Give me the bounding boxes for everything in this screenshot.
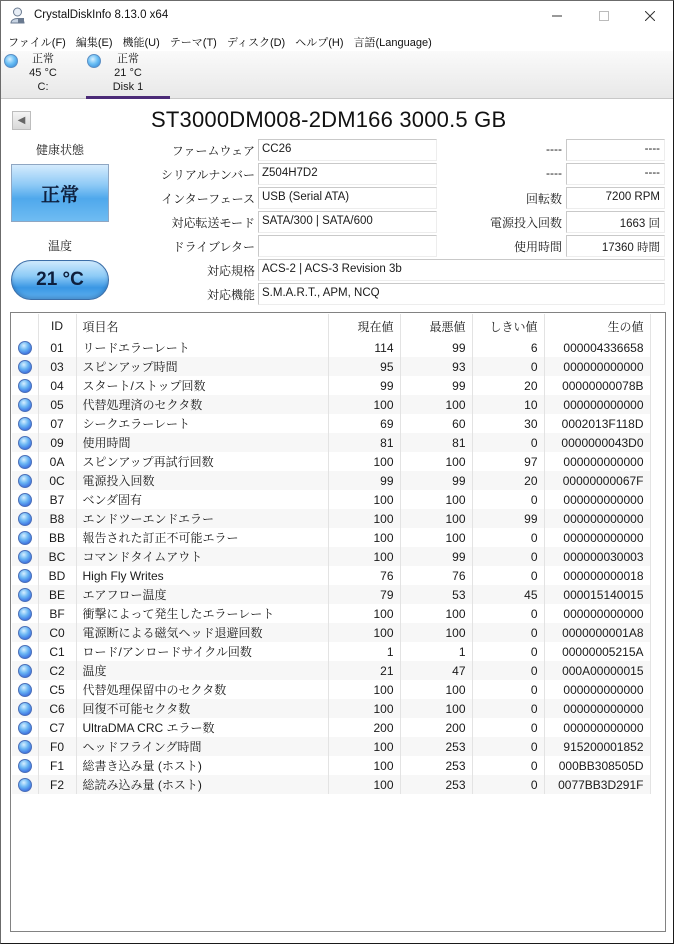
- attr-name: 衝撃によって発生したエラーレート: [76, 604, 328, 623]
- attr-threshold: 0: [472, 528, 544, 547]
- attr-current: 200: [328, 718, 400, 737]
- menu-language[interactable]: 言語(Language): [353, 37, 432, 49]
- attr-threshold: 0: [472, 566, 544, 585]
- attr-current: 81: [328, 433, 400, 452]
- power-on-hours-label: 使用時間: [513, 240, 562, 254]
- table-row[interactable]: [12, 471, 650, 490]
- attr-id: BE: [38, 585, 76, 604]
- attr-worst: 93: [400, 357, 472, 376]
- smart-table-body: [12, 338, 650, 794]
- status-good-icon: [18, 512, 32, 526]
- attr-id: 0C: [38, 471, 76, 490]
- attr-raw: 0000000001A8: [544, 623, 650, 642]
- unknown-label-1: ----: [546, 142, 562, 156]
- status-good-icon: [18, 569, 32, 583]
- attr-current: 100: [328, 756, 400, 775]
- drive-letter-value: [258, 235, 437, 257]
- attr-name: 使用時間: [76, 433, 328, 452]
- attr-name: コマンドタイムアウト: [76, 547, 328, 566]
- status-good-icon: [18, 398, 32, 412]
- status-good-icon: [18, 778, 32, 792]
- attr-name: 電源投入回数: [76, 471, 328, 490]
- status-cell: [12, 414, 38, 433]
- maximize-icon: [599, 11, 609, 21]
- attr-current: 114: [328, 338, 400, 357]
- attr-worst: 1: [400, 642, 472, 661]
- attr-worst: 47: [400, 661, 472, 680]
- unknown-value-2: ----: [566, 163, 665, 185]
- attr-raw: 000000000000: [544, 395, 650, 414]
- attr-raw: 000000000000: [544, 490, 650, 509]
- disk-status: 正常: [117, 53, 139, 65]
- attr-worst: 99: [400, 338, 472, 357]
- health-status-label: 健康状態: [35, 143, 84, 157]
- attr-id: F2: [38, 775, 76, 794]
- attr-worst: 253: [400, 775, 472, 794]
- attr-id: 04: [38, 376, 76, 395]
- status-good-icon: [18, 531, 32, 545]
- attr-threshold: 0: [472, 775, 544, 794]
- close-icon: [645, 11, 655, 21]
- attr-threshold: 0: [472, 604, 544, 623]
- attr-raw: 000000000000: [544, 718, 650, 737]
- attr-threshold: 0: [472, 718, 544, 737]
- attr-worst: 60: [400, 414, 472, 433]
- attr-name: シークエラーレート: [76, 414, 328, 433]
- attr-threshold: 0: [472, 737, 544, 756]
- attr-raw: 000000000000: [544, 528, 650, 547]
- title-bar: [1, 1, 673, 31]
- attr-current: 21: [328, 661, 400, 680]
- menu-function[interactable]: 機能(U): [122, 37, 160, 49]
- status-good-icon: [18, 379, 32, 393]
- attr-current: 100: [328, 680, 400, 699]
- table-row[interactable]: [12, 547, 650, 566]
- status-good-icon: [18, 493, 32, 507]
- column-header-threshold[interactable]: しきい値: [472, 314, 544, 338]
- attr-raw: 000000000000: [544, 680, 650, 699]
- status-cell: [12, 528, 38, 547]
- column-header-worst[interactable]: 最悪値: [400, 314, 472, 338]
- attr-threshold: 45: [472, 585, 544, 604]
- status-cell: [12, 699, 38, 718]
- disk-status: 正常: [32, 53, 54, 65]
- attr-name: ベンダ固有: [76, 490, 328, 509]
- attr-threshold: 0: [472, 642, 544, 661]
- attr-current: 99: [328, 471, 400, 490]
- table-row[interactable]: [12, 680, 650, 699]
- attr-id: C0: [38, 623, 76, 642]
- attr-name: リードエラーレート: [76, 338, 328, 357]
- serial-value: Z504H7D2: [258, 163, 437, 185]
- status-good-icon: [18, 474, 32, 488]
- attr-worst: 100: [400, 395, 472, 414]
- attr-threshold: 97: [472, 452, 544, 471]
- firmware-label: ファームウェア: [171, 144, 255, 158]
- attr-current: 79: [328, 585, 400, 604]
- table-row[interactable]: [12, 661, 650, 680]
- status-cell: [12, 509, 38, 528]
- attr-name: エアフロー温度: [76, 585, 328, 604]
- attr-current: 95: [328, 357, 400, 376]
- attr-name: スタート/ストップ回数: [76, 376, 328, 395]
- status-good-icon: [18, 417, 32, 431]
- status-cell: [12, 490, 38, 509]
- serial-label: シリアルナンバー: [160, 168, 255, 182]
- interface-value: USB (Serial ATA): [258, 187, 437, 209]
- status-cell: [12, 395, 38, 414]
- column-header-current[interactable]: 現在値: [328, 314, 400, 338]
- firmware-value: CC26: [258, 139, 437, 161]
- attr-current: 100: [328, 737, 400, 756]
- attr-current: 100: [328, 699, 400, 718]
- features-value: S.M.A.R.T., APM, NCQ: [258, 283, 665, 305]
- attr-name: 報告された訂正不可能エラー: [76, 528, 328, 547]
- attr-name: エンドツーエンドエラー: [76, 509, 328, 528]
- table-row[interactable]: [12, 395, 650, 414]
- status-cell: [12, 338, 38, 357]
- status-good-icon: [18, 341, 32, 355]
- attr-worst: 76: [400, 566, 472, 585]
- table-row[interactable]: [12, 775, 650, 794]
- attr-current: 100: [328, 395, 400, 414]
- disk-temp: 45 °C: [29, 67, 57, 79]
- disk-tab-c[interactable]: [10, 51, 76, 99]
- table-row[interactable]: [12, 642, 650, 661]
- menu-disk[interactable]: ディスク(D): [226, 37, 286, 49]
- table-row[interactable]: [12, 699, 650, 718]
- attr-worst: 200: [400, 718, 472, 737]
- status-good-icon: [18, 664, 32, 678]
- attr-worst: 100: [400, 680, 472, 699]
- power-on-count-label: 電源投入回数: [489, 216, 562, 230]
- attr-raw: 000004336658: [544, 338, 650, 357]
- attr-worst: 99: [400, 547, 472, 566]
- standard-value: ACS-2 | ACS-3 Revision 3b: [258, 259, 665, 281]
- status-good-icon: [18, 607, 32, 621]
- rotation-label: 回転数: [525, 192, 562, 206]
- status-cell: [12, 775, 38, 794]
- column-header-raw[interactable]: 生の値: [544, 314, 650, 338]
- attr-worst: 53: [400, 585, 472, 604]
- attr-current: 100: [328, 547, 400, 566]
- attr-raw: 000A00000015: [544, 661, 650, 680]
- attr-current: 100: [328, 775, 400, 794]
- attr-name: スピンアップ再試行回数: [76, 452, 328, 471]
- triangle-left-icon: ◀: [17, 115, 26, 126]
- temperature-button[interactable]: 21 °C: [11, 260, 109, 300]
- status-good-icon: [18, 645, 32, 659]
- attr-id: C1: [38, 642, 76, 661]
- status-cell: [12, 547, 38, 566]
- attr-id: 07: [38, 414, 76, 433]
- table-row[interactable]: [12, 756, 650, 775]
- disk-tab-disk1[interactable]: [86, 51, 170, 99]
- previous-disk-button[interactable]: [12, 111, 31, 130]
- attr-name: High Fly Writes: [76, 566, 328, 585]
- attr-id: BB: [38, 528, 76, 547]
- app-disk-icon: [9, 7, 26, 24]
- drive-model-title: ST3000DM008-2DM166 3000.5 GB: [151, 107, 507, 132]
- table-row[interactable]: [12, 718, 650, 737]
- table-row[interactable]: [12, 414, 650, 433]
- column-header-name[interactable]: 項目名: [76, 314, 328, 338]
- attr-raw: 915200001852: [544, 737, 650, 756]
- attr-threshold: 10: [472, 395, 544, 414]
- attr-threshold: 99: [472, 509, 544, 528]
- interface-label: インターフェース: [161, 192, 255, 206]
- transfer-mode-label: 対応転送モード: [171, 216, 255, 230]
- disk-name: Disk 1: [112, 81, 144, 93]
- attr-raw: 000000000000: [544, 509, 650, 528]
- attr-threshold: 0: [472, 699, 544, 718]
- table-row[interactable]: [12, 585, 650, 604]
- attr-raw: 000BB308505D: [544, 756, 650, 775]
- status-cell: [12, 642, 38, 661]
- table-row[interactable]: [12, 433, 650, 452]
- status-cell: [12, 566, 38, 585]
- attr-threshold: 0: [472, 756, 544, 775]
- attr-raw: 00000000078B: [544, 376, 650, 395]
- attr-threshold: 6: [472, 338, 544, 357]
- attr-name: 代替処理済のセクタ数: [76, 395, 328, 414]
- status-good-icon: [18, 683, 32, 697]
- menu-help[interactable]: ヘルプ(H): [295, 37, 344, 49]
- attr-worst: 100: [400, 452, 472, 471]
- standard-label: 対応規格: [206, 264, 255, 278]
- attr-id: 03: [38, 357, 76, 376]
- attr-current: 100: [328, 528, 400, 547]
- attr-worst: 100: [400, 623, 472, 642]
- status-cell: [12, 756, 38, 775]
- table-row[interactable]: [12, 737, 650, 756]
- status-good-icon: [4, 54, 18, 68]
- features-label: 対応機能: [206, 288, 255, 302]
- attr-worst: 81: [400, 433, 472, 452]
- attr-threshold: 0: [472, 433, 544, 452]
- attr-name: 電源断による磁気ヘッド退避回数: [76, 623, 328, 642]
- window-title: CrystalDiskInfo 8.13.0 x64: [34, 9, 169, 21]
- attr-threshold: 0: [472, 623, 544, 642]
- attr-threshold: 0: [472, 490, 544, 509]
- attr-current: 99: [328, 376, 400, 395]
- attr-raw: 000000030003: [544, 547, 650, 566]
- status-good-icon: [18, 721, 32, 735]
- attr-threshold: 0: [472, 547, 544, 566]
- table-row[interactable]: [12, 509, 650, 528]
- attr-worst: 100: [400, 490, 472, 509]
- table-row[interactable]: [12, 357, 650, 376]
- status-cell: [12, 604, 38, 623]
- attr-id: 09: [38, 433, 76, 452]
- attr-threshold: 20: [472, 471, 544, 490]
- status-cell: [12, 433, 38, 452]
- attr-id: BD: [38, 566, 76, 585]
- power-on-hours-value: 17360 時間: [566, 235, 665, 257]
- attr-id: B7: [38, 490, 76, 509]
- attr-worst: 253: [400, 737, 472, 756]
- attr-name: ロード/アンロードサイクル回数: [76, 642, 328, 661]
- menu-file[interactable]: ファイル(F): [8, 37, 66, 49]
- unknown-label-2: ----: [546, 166, 562, 180]
- attr-name: 温度: [76, 661, 328, 680]
- menu-theme[interactable]: テーマ(T): [169, 37, 217, 49]
- status-good-icon: [18, 759, 32, 773]
- attr-threshold: 0: [472, 357, 544, 376]
- attr-current: 69: [328, 414, 400, 433]
- table-header-row: [12, 314, 650, 338]
- attr-current: 100: [328, 623, 400, 642]
- attr-id: C6: [38, 699, 76, 718]
- attr-current: 100: [328, 509, 400, 528]
- status-cell: [12, 661, 38, 680]
- status-good-icon: [18, 360, 32, 374]
- attr-id: F0: [38, 737, 76, 756]
- attr-worst: 100: [400, 528, 472, 547]
- column-header-status[interactable]: [12, 314, 38, 338]
- status-good-icon: [18, 740, 32, 754]
- attr-worst: 100: [400, 699, 472, 718]
- table-row[interactable]: [12, 528, 650, 547]
- menu-edit[interactable]: 編集(E): [75, 37, 113, 49]
- attr-name: 総読み込み量 (ホスト): [76, 775, 328, 794]
- status-cell: [12, 718, 38, 737]
- smart-table: [12, 314, 651, 794]
- table-row[interactable]: [12, 338, 650, 357]
- disk-temp: 21 °C: [114, 67, 142, 79]
- disk-selector-bar: [1, 51, 673, 99]
- attr-id: C7: [38, 718, 76, 737]
- status-cell: [12, 585, 38, 604]
- unknown-value-1: ----: [566, 139, 665, 161]
- attr-name: スピンアップ時間: [76, 357, 328, 376]
- status-good-icon: [18, 436, 32, 450]
- rotation-value: 7200 RPM: [566, 187, 665, 209]
- attr-id: F1: [38, 756, 76, 775]
- attr-id: C2: [38, 661, 76, 680]
- attr-raw: 00000005215A: [544, 642, 650, 661]
- status-cell: [12, 376, 38, 395]
- attr-raw: 000000000000: [544, 452, 650, 471]
- status-good-icon: [18, 550, 32, 564]
- table-row[interactable]: [12, 623, 650, 642]
- table-row[interactable]: [12, 376, 650, 395]
- attr-current: 100: [328, 452, 400, 471]
- attr-raw: 0002013F118D: [544, 414, 650, 433]
- table-row[interactable]: [12, 566, 650, 585]
- maximize-button[interactable]: [581, 1, 627, 31]
- status-good-icon: [18, 588, 32, 602]
- attr-raw: 000000000000: [544, 699, 650, 718]
- attr-worst: 99: [400, 471, 472, 490]
- attr-name: 代替処理保留中のセクタ数: [76, 680, 328, 699]
- attr-current: 1: [328, 642, 400, 661]
- attr-current: 100: [328, 604, 400, 623]
- attr-worst: 99: [400, 376, 472, 395]
- attr-threshold: 0: [472, 661, 544, 680]
- minimize-button[interactable]: [534, 1, 580, 31]
- attr-raw: 000015140015: [544, 585, 650, 604]
- attr-raw: 000000000018: [544, 566, 650, 585]
- attr-worst: 100: [400, 509, 472, 528]
- temperature-label: 温度: [47, 239, 72, 253]
- attr-threshold: 20: [472, 376, 544, 395]
- status-cell: [12, 452, 38, 471]
- menu-bar: [1, 32, 673, 51]
- table-row[interactable]: [12, 490, 650, 509]
- attr-threshold: 0: [472, 680, 544, 699]
- attr-id: B8: [38, 509, 76, 528]
- status-cell: [12, 623, 38, 642]
- attr-id: 01: [38, 338, 76, 357]
- attr-id: BF: [38, 604, 76, 623]
- table-row[interactable]: [12, 452, 650, 471]
- attr-current: 100: [328, 490, 400, 509]
- attr-current: 76: [328, 566, 400, 585]
- smart-attributes-list[interactable]: [10, 312, 666, 932]
- attr-raw: 00000000067F: [544, 471, 650, 490]
- table-row[interactable]: [12, 604, 650, 623]
- attr-name: 総書き込み量 (ホスト): [76, 756, 328, 775]
- status-cell: [12, 471, 38, 490]
- column-header-id[interactable]: ID: [38, 314, 76, 338]
- transfer-mode-value: SATA/300 | SATA/600: [258, 211, 437, 233]
- attr-name: ヘッドフライング時間: [76, 737, 328, 756]
- status-good-icon: [18, 702, 32, 716]
- drive-letter-label: ドライブレター: [172, 240, 255, 254]
- attr-id: BC: [38, 547, 76, 566]
- attr-raw: 000000000000: [544, 357, 650, 376]
- attr-worst: 253: [400, 756, 472, 775]
- attr-threshold: 30: [472, 414, 544, 433]
- status-cell: [12, 680, 38, 699]
- status-good-icon: [87, 54, 101, 68]
- attr-id: C5: [38, 680, 76, 699]
- minimize-icon: [552, 11, 562, 21]
- status-cell: [12, 357, 38, 376]
- disk-name: C:: [37, 81, 49, 93]
- attr-raw: 0077BB3D291F: [544, 775, 650, 794]
- status-good-icon: [18, 455, 32, 469]
- close-button[interactable]: [627, 1, 673, 31]
- attr-raw: 0000000043D0: [544, 433, 650, 452]
- status-good-icon: [18, 626, 32, 640]
- power-on-count-value: 1663 回: [566, 211, 665, 233]
- attr-name: UltraDMA CRC エラー数: [76, 718, 328, 737]
- health-status-button[interactable]: 正常: [11, 164, 109, 222]
- attr-id: 05: [38, 395, 76, 414]
- attr-raw: 000000000000: [544, 604, 650, 623]
- attr-name: 回復不可能セクタ数: [76, 699, 328, 718]
- attr-id: 0A: [38, 452, 76, 471]
- attr-worst: 100: [400, 604, 472, 623]
- status-cell: [12, 737, 38, 756]
